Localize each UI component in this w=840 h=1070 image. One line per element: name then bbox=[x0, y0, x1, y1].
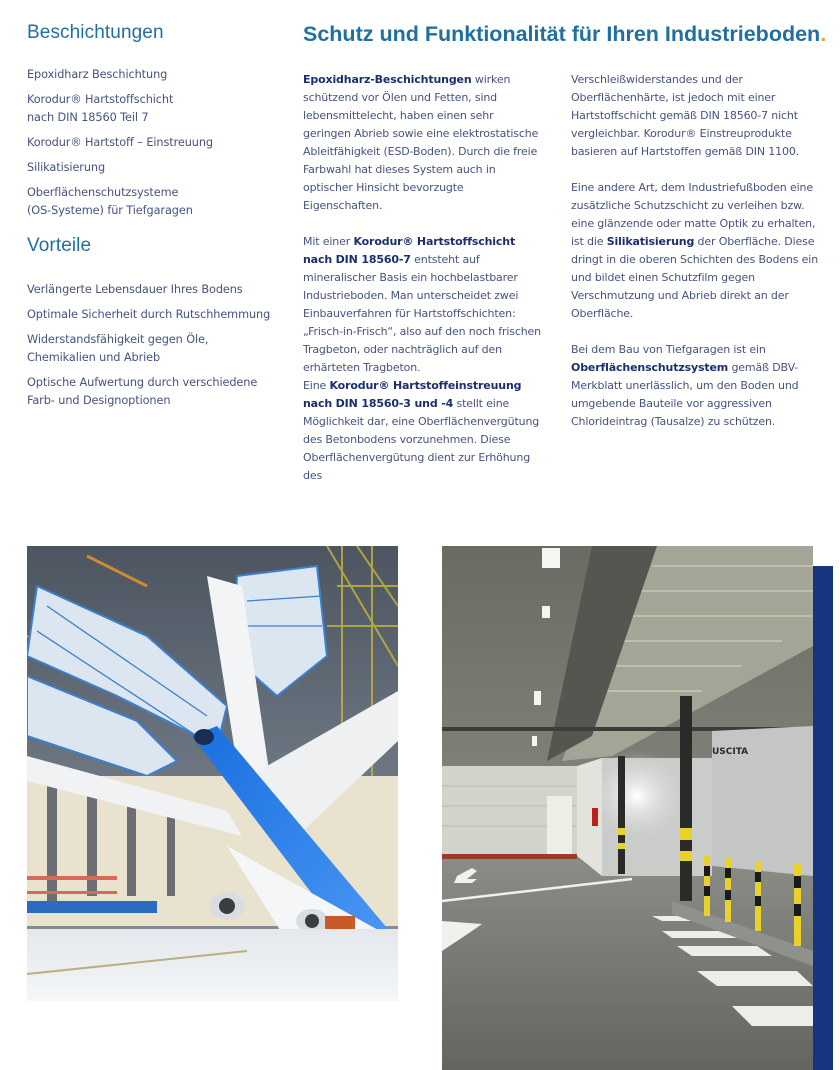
benefit-item: Optische Aufwertung durch verschiedene Farb- und Designoptionen bbox=[27, 376, 258, 407]
paragraph-epoxy: Epoxidharz-Beschichtungen wirken schützend vor Ölen und Fetten, sind lebensmittelecht, haben einen sehr geringen Abrieb sowie eine elektrostatische Ableitfähigkeit (ESD-Boden). Durch die freie Farbwahl hat dieses System auch in optischer Hinsicht bevorzugte Eigenschaften. bbox=[303, 73, 539, 212]
sidebar bbox=[27, 22, 277, 417]
coatings-item-einstreuung[interactable]: Korodur® Hartstoff – Einstreuung bbox=[27, 136, 213, 149]
coatings-item-os-systeme[interactable]: Oberflächenschutzsysteme (OS-Systeme) für Tiefgaragen bbox=[27, 186, 193, 217]
benefit-item: Verlängerte Lebensdauer Ihres Bodens bbox=[27, 283, 243, 296]
paragraph-einstreuung-cont: Verschleißwiderstandes und der Oberflächenhärte, ist jedoch mit einer Hartstoffschicht gemäß DIN 18560-7 nicht vergleichbar. Korodur® Einstreuprodukte basieren auf Hartstoffen gemäß DIN 1100. bbox=[571, 73, 800, 158]
parking-garage-photo bbox=[442, 546, 813, 1070]
parking-garage-illustration bbox=[442, 546, 813, 1070]
text-column-1 bbox=[303, 71, 543, 503]
benefits-section bbox=[27, 235, 277, 410]
airplane-hangar-illustration bbox=[27, 546, 398, 1001]
decorative-accent-bar bbox=[813, 566, 833, 1070]
coatings-item-epoxy[interactable]: Epoxidharz Beschichtung bbox=[27, 68, 168, 81]
benefits-heading: Vorteile bbox=[27, 235, 92, 256]
paragraph-os-system: Bei dem Bau von Tiefgaragen ist ein Oberflächenschutzsystem gemäß DBV-Merkblatt unerlässlich, um den Boden und umgebende Bauteile vor aggressiven Chlorideintrag (Tausalze) zu schützen. bbox=[571, 343, 799, 428]
benefit-item: Widerstandsfähigkeit gegen Öle, Chemikalien und Abrieb bbox=[27, 333, 209, 364]
page-title: Schutz und Funktionalität für Ihren Industrieboden. bbox=[303, 22, 827, 46]
coatings-list bbox=[27, 66, 277, 220]
paragraph-hartstoffschicht: Mit einer Korodur® Hartstoffschicht nach DIN 18560-7 entsteht auf mineralischer Basis ein hochbelastbarer Industrieboden. Man unterscheidet zwei Einbauverfahren für Hartstoffschichten: „Frisch-in-Frisch“, also auf den noch frischen Tragbeton, oder nachträglich auf den erhärteten Tragbeton. bbox=[303, 235, 541, 374]
text-column-2 bbox=[571, 71, 819, 449]
coatings-item-hartstoffschicht[interactable]: Korodur® Hartstoffschicht nach DIN 18560 Teil 7 bbox=[27, 93, 174, 124]
coatings-item-silikatisierung[interactable]: Silikatisierung bbox=[27, 161, 106, 174]
paragraph-einstreuung: Eine Korodur® Hartstoffeinstreuung nach DIN 18560-3 und -4 stellt eine Möglichkeit dar, eine Oberflächenvergütung des Betonbodens vorzunehmen. Diese Oberflächenvergütung dient zur Erhöhung des bbox=[303, 379, 540, 482]
paragraph-silikatisierung: Eine andere Art, dem Industriefußboden eine zusätzliche Schutzschicht zu verleihen bzw. eine glänzende oder matte Optik zu erhalten, ist die Silikatisierung der Oberfläche. Diese dringt in die oberen Schichten des Bodens ein und bildet einen Schutzfilm gegen Verschmutzung und Abrieb direkt an der Oberfläche. bbox=[571, 181, 819, 320]
hangar-photo bbox=[27, 546, 398, 1001]
benefit-item: Optimale Sicherheit durch Rutschhemmung bbox=[27, 308, 271, 321]
svg-text:USCITA: USCITA bbox=[712, 747, 749, 757]
title-accent-dot: . bbox=[820, 22, 827, 46]
benefits-list bbox=[27, 281, 277, 410]
coatings-heading: Beschichtungen bbox=[27, 22, 164, 43]
